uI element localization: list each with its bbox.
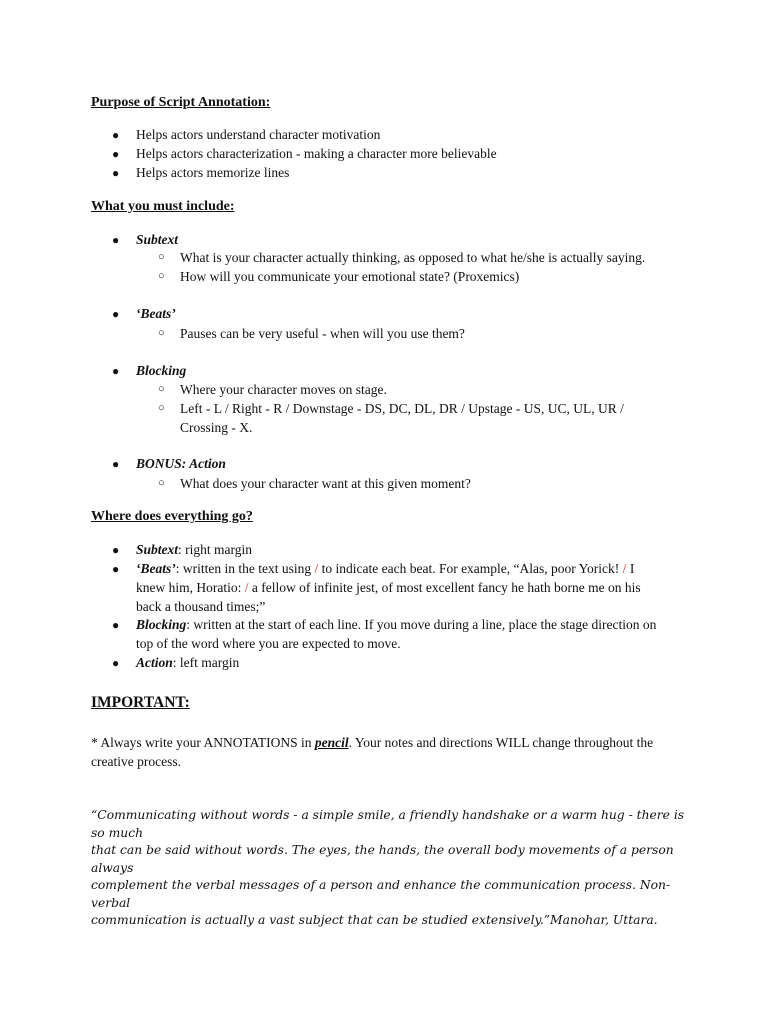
quote-line: communication is actually a vast subject that can be studied extensively.”: [91, 913, 551, 927]
important-text: * Always write your ANNOTATIONS in: [91, 735, 315, 750]
purpose-item: Helps actors understand character motivation: [136, 127, 381, 142]
include-subtext-title: Subtext: [136, 232, 179, 247]
include-beats-point: Pauses can be very useful - when will you use them?: [180, 326, 465, 341]
purpose-item: Helps actors characterization - making a character more believable: [136, 146, 497, 161]
where-action-rest: : left margin: [172, 655, 240, 670]
bullet: ●: [112, 457, 120, 471]
quote-block: [91, 807, 691, 930]
include-blocking-title: Blocking: [136, 363, 187, 378]
sub-bullet: ○: [158, 477, 165, 489]
important-heading: IMPORTANT:: [91, 694, 190, 711]
where-action-label: Action: [136, 655, 173, 670]
where-beats-text: knew him, Horatio:: [136, 580, 245, 595]
sub-bullet: ○: [158, 402, 165, 414]
pencil-word: pencil: [314, 735, 349, 750]
include-heading: What you must include:: [91, 199, 235, 214]
bullet: ●: [112, 233, 120, 247]
where-action: [136, 655, 239, 671]
bullet: ●: [112, 543, 120, 557]
quote-line-last: [91, 912, 691, 930]
beat-slash: /: [244, 580, 249, 595]
bullet: ●: [112, 307, 120, 321]
include-bonus-point: What does your character want at this given moment?: [180, 476, 471, 491]
include-subtext-point: How will you communicate your emotional state? (Proxemics): [180, 269, 520, 284]
beat-slash: /: [622, 561, 627, 576]
sub-bullet: ○: [158, 383, 165, 395]
where-subtext-label: Subtext: [136, 542, 179, 557]
sub-bullet: ○: [158, 327, 165, 339]
bullet: ●: [112, 656, 120, 670]
where-beats-line3: back a thousand times;”: [136, 599, 266, 614]
where-beats-line1: [136, 561, 634, 577]
where-beats-text: a fellow of infinite jest, of most excellent fancy he hath borne me on his: [248, 580, 641, 595]
quote-line: complement the verbal messages of a person and enhance the communication process. Non-verbal: [91, 878, 671, 910]
bullet: ●: [112, 562, 120, 576]
quote-attribution: Manohar, Uttara.: [550, 913, 658, 927]
sub-bullet: ○: [158, 251, 165, 263]
where-heading: Where does everything go?: [91, 509, 253, 524]
where-beats-label: ‘Beats’: [136, 561, 176, 576]
include-blocking-point-cont: Crossing - X.: [180, 420, 253, 435]
sub-bullet: ○: [158, 270, 165, 282]
important-line2: creative process.: [91, 754, 181, 769]
bullet: ●: [112, 147, 120, 161]
purpose-heading: Purpose of Script Annotation:: [91, 95, 271, 110]
where-subtext: [136, 542, 252, 558]
include-subtext-point: What is your character actually thinking, as opposed to what he/she is actually saying.: [180, 250, 646, 265]
quote-line: “Communicating without words - a simple smile, a friendly handshake or a warm hug - there is so much: [91, 808, 685, 840]
where-beats-text: I: [626, 561, 635, 576]
where-beats-text: to indicate each beat. For example, “Alas, poor Yorick!: [318, 561, 623, 576]
where-blocking-line2: top of the word where you are expected to move.: [136, 636, 401, 651]
where-blocking-label: Blocking: [136, 617, 187, 632]
beat-slash: /: [314, 561, 319, 576]
quote-line: that can be said without words. The eyes, the hands, the overall body movements of a person always: [91, 843, 674, 875]
where-beats-text: : written in the text using: [175, 561, 315, 576]
where-blocking-text: : written at the start of each line. If you move during a line, place the stage direction on: [186, 617, 657, 632]
where-beats-line2: [136, 580, 641, 596]
bullet: ●: [112, 364, 120, 378]
bullet: ●: [112, 166, 120, 180]
bullet: ●: [112, 618, 120, 632]
include-beats-title: ‘Beats’: [136, 306, 176, 321]
include-bonus-title: BONUS: Action: [136, 456, 226, 471]
include-blocking-point: Where your character moves on stage.: [180, 382, 387, 397]
purpose-item: Helps actors memorize lines: [136, 165, 290, 180]
where-subtext-rest: : right margin: [178, 542, 253, 557]
bullet: ●: [112, 128, 120, 142]
include-blocking-point: Left - L / Right - R / Downstage - DS, DC, DL, DR / Upstage - US, UC, UL, UR /: [180, 401, 624, 416]
important-text: . Your notes and directions WILL change throughout the: [348, 735, 654, 750]
where-blocking-line1: [136, 617, 656, 633]
important-line1: [91, 735, 653, 751]
